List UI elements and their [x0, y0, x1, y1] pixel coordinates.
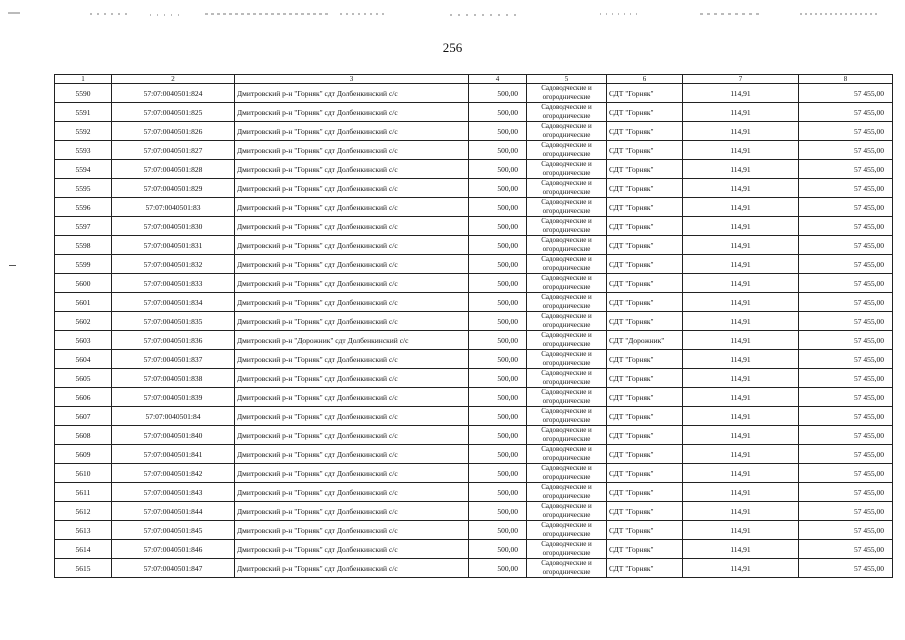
row-number: 5611	[55, 483, 112, 502]
area: 500,00	[469, 521, 527, 540]
cadastral-number: 57:07:0040501:833	[112, 274, 235, 293]
address: Дмитровский р-н "Горняк" сдт Долбенкинский с/с	[235, 426, 469, 445]
owner: СДТ "Горняк"	[607, 141, 683, 160]
owner: СДТ "Горняк"	[607, 84, 683, 103]
row-number: 5607	[55, 407, 112, 426]
cadastral-value: 57 455,00	[799, 160, 893, 179]
land-category	[527, 293, 607, 312]
table-row	[55, 274, 893, 293]
owner: СДТ "Горняк"	[607, 160, 683, 179]
address: Дмитровский р-н "Горняк" сдт Долбенкинский с/с	[235, 236, 469, 255]
cadastral-rate: 114,91	[683, 388, 799, 407]
cadastral-number: 57:07:0040501:847	[112, 559, 235, 578]
land-category-line: Садоводческие и	[541, 445, 592, 453]
cadastral-value: 57 455,00	[799, 407, 893, 426]
land-category	[527, 445, 607, 464]
address: Дмитровский р-н "Горняк" сдт Долбенкинский с/с	[235, 350, 469, 369]
land-category-line: Садоводческие и	[541, 84, 592, 92]
cadastral-number: 57:07:0040501:829	[112, 179, 235, 198]
table-row	[55, 426, 893, 445]
owner: СДТ "Горняк"	[607, 483, 683, 502]
cadastral-value: 57 455,00	[799, 312, 893, 331]
row-number: 5590	[55, 84, 112, 103]
land-category-line: Садоводческие и	[541, 331, 592, 339]
table-row	[55, 293, 893, 312]
land-category-line: Садоводческие и	[541, 274, 592, 282]
column-number: 7	[683, 75, 799, 84]
land-category	[527, 483, 607, 502]
address: Дмитровский р-н "Горняк" сдт Долбенкинский с/с	[235, 160, 469, 179]
page-number: 256	[442, 40, 463, 55]
cadastral-rate: 114,91	[683, 540, 799, 559]
land-category-line: огороднические	[542, 492, 591, 500]
row-number: 5591	[55, 103, 112, 122]
land-category-line: Садоводческие и	[541, 198, 592, 206]
area: 500,00	[469, 274, 527, 293]
land-category-line: Садоводческие и	[541, 312, 592, 320]
land-category	[527, 540, 607, 559]
cadastral-rate: 114,91	[683, 445, 799, 464]
cadastral-value: 57 455,00	[799, 179, 893, 198]
cadastral-number: 57:07:0040501:832	[112, 255, 235, 274]
land-category-line: Садоводческие и	[541, 350, 592, 358]
land-category-line: огороднические	[542, 188, 591, 196]
land-category	[527, 350, 607, 369]
cadastral-value: 57 455,00	[799, 255, 893, 274]
land-category-line: огороднические	[542, 454, 591, 462]
address: Дмитровский р-н "Горняк" сдт Долбенкинский с/с	[235, 502, 469, 521]
row-number: 5606	[55, 388, 112, 407]
land-category	[527, 464, 607, 483]
cadastral-value: 57 455,00	[799, 122, 893, 141]
row-number: 5614	[55, 540, 112, 559]
land-category-line: огороднические	[542, 169, 591, 177]
cadastral-value: 57 455,00	[799, 198, 893, 217]
land-category-line: Садоводческие и	[541, 559, 592, 567]
table-row	[55, 312, 893, 331]
row-number: 5593	[55, 141, 112, 160]
table-row	[55, 483, 893, 502]
land-category-line: Садоводческие и	[541, 407, 592, 415]
row-number: 5602	[55, 312, 112, 331]
owner: СДТ "Горняк"	[607, 350, 683, 369]
column-number: 1	[55, 75, 112, 84]
area: 500,00	[469, 198, 527, 217]
owner: СДТ "Горняк"	[607, 426, 683, 445]
owner: СДТ "Горняк"	[607, 255, 683, 274]
owner: СДТ "Горняк"	[607, 407, 683, 426]
cadastral-number: 57:07:0040501:837	[112, 350, 235, 369]
row-number: 5608	[55, 426, 112, 445]
row-number: 5603	[55, 331, 112, 350]
cadastral-rate: 114,91	[683, 255, 799, 274]
area: 500,00	[469, 445, 527, 464]
cadastral-value: 57 455,00	[799, 388, 893, 407]
land-category-line: огороднические	[542, 283, 591, 291]
row-number: 5612	[55, 502, 112, 521]
cadastral-rate: 114,91	[683, 103, 799, 122]
land-category	[527, 179, 607, 198]
cadastral-rate: 114,91	[683, 160, 799, 179]
land-category-line: огороднические	[542, 568, 591, 576]
table-row	[55, 388, 893, 407]
land-category	[527, 84, 607, 103]
owner: СДТ "Горняк"	[607, 464, 683, 483]
column-number: 5	[527, 75, 607, 84]
area: 500,00	[469, 540, 527, 559]
area: 500,00	[469, 122, 527, 141]
cadastral-value: 57 455,00	[799, 464, 893, 483]
land-category	[527, 426, 607, 445]
land-category-line: Садоводческие и	[541, 160, 592, 168]
table-row	[55, 559, 893, 578]
land-category	[527, 331, 607, 350]
cadastral-number: 57:07:0040501:83	[112, 198, 235, 217]
area: 500,00	[469, 426, 527, 445]
land-category-line: огороднические	[542, 93, 591, 101]
row-number: 5609	[55, 445, 112, 464]
cadastral-rate: 114,91	[683, 217, 799, 236]
table-row	[55, 141, 893, 160]
column-number-row	[55, 75, 893, 84]
land-category-line: огороднические	[542, 359, 591, 367]
table-row	[55, 502, 893, 521]
owner: СДТ "Горняк"	[607, 103, 683, 122]
cadastral-value: 57 455,00	[799, 521, 893, 540]
land-category	[527, 502, 607, 521]
cadastral-number: 57:07:0040501:840	[112, 426, 235, 445]
land-category-line: Садоводческие и	[541, 217, 592, 225]
address: Дмитровский р-н "Горняк" сдт Долбенкинский с/с	[235, 293, 469, 312]
column-number: 4	[469, 75, 527, 84]
owner: СДТ "Горняк"	[607, 293, 683, 312]
land-category-line: огороднические	[542, 150, 591, 158]
cadastral-number: 57:07:0040501:84	[112, 407, 235, 426]
land-category	[527, 388, 607, 407]
cadastral-rate: 114,91	[683, 198, 799, 217]
address: Дмитровский р-н "Дорожник" сдт Долбенкинский с/с	[235, 331, 469, 350]
land-category-line: огороднические	[542, 245, 591, 253]
area: 500,00	[469, 388, 527, 407]
land-category-line: огороднические	[542, 530, 591, 538]
owner: СДТ "Горняк"	[607, 369, 683, 388]
land-category	[527, 160, 607, 179]
cadastral-number: 57:07:0040501:827	[112, 141, 235, 160]
area: 500,00	[469, 331, 527, 350]
owner: СДТ "Горняк"	[607, 502, 683, 521]
row-number: 5597	[55, 217, 112, 236]
row-number: 5610	[55, 464, 112, 483]
table-row	[55, 350, 893, 369]
area: 500,00	[469, 141, 527, 160]
land-category-line: Садоводческие и	[541, 521, 592, 529]
area: 500,00	[469, 103, 527, 122]
row-number: 5594	[55, 160, 112, 179]
cadastral-rate: 114,91	[683, 84, 799, 103]
address: Дмитровский р-н "Горняк" сдт Долбенкинский с/с	[235, 483, 469, 502]
table-row	[55, 179, 893, 198]
cadastral-number: 57:07:0040501:830	[112, 217, 235, 236]
land-category-line: огороднические	[542, 264, 591, 272]
cadastral-rate: 114,91	[683, 369, 799, 388]
area: 500,00	[469, 84, 527, 103]
row-number: 5595	[55, 179, 112, 198]
row-number: 5600	[55, 274, 112, 293]
land-category-line: Садоводческие и	[541, 103, 592, 111]
area: 500,00	[469, 407, 527, 426]
row-number: 5592	[55, 122, 112, 141]
cadastral-rate: 114,91	[683, 407, 799, 426]
cadastral-value: 57 455,00	[799, 559, 893, 578]
cadastral-value: 57 455,00	[799, 103, 893, 122]
cadastral-rate: 114,91	[683, 559, 799, 578]
row-number: 5615	[55, 559, 112, 578]
land-category	[527, 236, 607, 255]
column-number: 6	[607, 75, 683, 84]
address: Дмитровский р-н "Горняк" сдт Долбенкинский с/с	[235, 388, 469, 407]
cadastral-number: 57:07:0040501:845	[112, 521, 235, 540]
area: 500,00	[469, 217, 527, 236]
land-category	[527, 217, 607, 236]
land-category-line: Садоводческие и	[541, 388, 592, 396]
cadastral-number: 57:07:0040501:835	[112, 312, 235, 331]
table-row	[55, 369, 893, 388]
land-category-line: Садоводческие и	[541, 426, 592, 434]
cadastral-number: 57:07:0040501:824	[112, 84, 235, 103]
cadastral-value: 57 455,00	[799, 274, 893, 293]
cadastral-number: 57:07:0040501:842	[112, 464, 235, 483]
cadastral-value: 57 455,00	[799, 331, 893, 350]
owner: СДТ "Горняк"	[607, 274, 683, 293]
area: 500,00	[469, 236, 527, 255]
owner: СДТ "Горняк"	[607, 521, 683, 540]
land-category-line: огороднические	[542, 549, 591, 557]
cadastral-number: 57:07:0040501:834	[112, 293, 235, 312]
cadastral-value: 57 455,00	[799, 502, 893, 521]
cadastral-number: 57:07:0040501:838	[112, 369, 235, 388]
table-row	[55, 331, 893, 350]
owner: СДТ "Горняк"	[607, 179, 683, 198]
area: 500,00	[469, 464, 527, 483]
address: Дмитровский р-н "Горняк" сдт Долбенкинский с/с	[235, 103, 469, 122]
cadastral-rate: 114,91	[683, 236, 799, 255]
area: 500,00	[469, 160, 527, 179]
column-number: 3	[235, 75, 469, 84]
owner: СДТ "Горняк"	[607, 312, 683, 331]
land-category-line: огороднические	[542, 321, 591, 329]
address: Дмитровский р-н "Горняк" сдт Долбенкинский с/с	[235, 198, 469, 217]
address: Дмитровский р-н "Горняк" сдт Долбенкинский с/с	[235, 255, 469, 274]
land-plots-table	[54, 74, 893, 578]
row-number: 5601	[55, 293, 112, 312]
table-row	[55, 464, 893, 483]
land-category	[527, 521, 607, 540]
cadastral-number: 57:07:0040501:846	[112, 540, 235, 559]
area: 500,00	[469, 369, 527, 388]
land-category-line: огороднические	[542, 207, 591, 215]
land-category-line: Садоводческие и	[541, 464, 592, 472]
cadastral-rate: 114,91	[683, 426, 799, 445]
owner: СДТ "Горняк"	[607, 445, 683, 464]
area: 500,00	[469, 559, 527, 578]
land-category-line: Садоводческие и	[541, 141, 592, 149]
land-category-line: Садоводческие и	[541, 540, 592, 548]
land-category-line: Садоводческие и	[541, 483, 592, 491]
land-category-line: огороднические	[542, 302, 591, 310]
land-category	[527, 274, 607, 293]
cadastral-rate: 114,91	[683, 312, 799, 331]
land-category-line: огороднические	[542, 340, 591, 348]
address: Дмитровский р-н "Горняк" сдт Долбенкинский с/с	[235, 274, 469, 293]
table-row	[55, 255, 893, 274]
cadastral-value: 57 455,00	[799, 445, 893, 464]
cadastral-value: 57 455,00	[799, 483, 893, 502]
table-row	[55, 407, 893, 426]
address: Дмитровский р-н "Горняк" сдт Долбенкинский с/с	[235, 464, 469, 483]
address: Дмитровский р-н "Горняк" сдт Долбенкинский с/с	[235, 521, 469, 540]
land-category-line: огороднические	[542, 112, 591, 120]
area: 500,00	[469, 350, 527, 369]
cadastral-number: 57:07:0040501:831	[112, 236, 235, 255]
area: 500,00	[469, 312, 527, 331]
area: 500,00	[469, 483, 527, 502]
land-category	[527, 141, 607, 160]
land-category-line: огороднические	[542, 473, 591, 481]
land-category-line: Садоводческие и	[541, 122, 592, 130]
cadastral-value: 57 455,00	[799, 350, 893, 369]
area: 500,00	[469, 293, 527, 312]
cadastral-rate: 114,91	[683, 521, 799, 540]
row-number: 5599	[55, 255, 112, 274]
area: 500,00	[469, 502, 527, 521]
land-category	[527, 312, 607, 331]
address: Дмитровский р-н "Горняк" сдт Долбенкинский с/с	[235, 217, 469, 236]
cadastral-value: 57 455,00	[799, 141, 893, 160]
land-category-line: Садоводческие и	[541, 179, 592, 187]
scan-noise	[0, 8, 905, 20]
address: Дмитровский р-н "Горняк" сдт Долбенкинский с/с	[235, 312, 469, 331]
address: Дмитровский р-н "Горняк" сдт Долбенкинский с/с	[235, 559, 469, 578]
cadastral-value: 57 455,00	[799, 84, 893, 103]
cadastral-value: 57 455,00	[799, 293, 893, 312]
cadastral-number: 57:07:0040501:839	[112, 388, 235, 407]
land-category	[527, 122, 607, 141]
cadastral-number: 57:07:0040501:841	[112, 445, 235, 464]
row-number: 5596	[55, 198, 112, 217]
table-row	[55, 445, 893, 464]
row-number: 5613	[55, 521, 112, 540]
land-category-line: огороднические	[542, 378, 591, 386]
cadastral-number: 57:07:0040501:843	[112, 483, 235, 502]
cadastral-rate: 114,91	[683, 502, 799, 521]
address: Дмитровский р-н "Горняк" сдт Долбенкинский с/с	[235, 407, 469, 426]
owner: СДТ "Горняк"	[607, 122, 683, 141]
cadastral-number: 57:07:0040501:844	[112, 502, 235, 521]
land-category-line: огороднические	[542, 435, 591, 443]
cadastral-number: 57:07:0040501:826	[112, 122, 235, 141]
cadastral-rate: 114,91	[683, 179, 799, 198]
cadastral-rate: 114,91	[683, 122, 799, 141]
land-category-line: Садоводческие и	[541, 255, 592, 263]
table-row	[55, 84, 893, 103]
cadastral-rate: 114,91	[683, 483, 799, 502]
cadastral-value: 57 455,00	[799, 426, 893, 445]
cadastral-number: 57:07:0040501:836	[112, 331, 235, 350]
cadastral-rate: 114,91	[683, 331, 799, 350]
cadastral-rate: 114,91	[683, 464, 799, 483]
row-number: 5605	[55, 369, 112, 388]
address: Дмитровский р-н "Горняк" сдт Долбенкинский с/с	[235, 122, 469, 141]
owner: СДТ "Горняк"	[607, 217, 683, 236]
cadastral-rate: 114,91	[683, 141, 799, 160]
table-row	[55, 122, 893, 141]
cadastral-number: 57:07:0040501:825	[112, 103, 235, 122]
land-category-line: огороднические	[542, 131, 591, 139]
owner: СДТ "Горняк"	[607, 559, 683, 578]
owner: СДТ "Горняк"	[607, 540, 683, 559]
owner: СДТ "Горняк"	[607, 198, 683, 217]
land-category	[527, 255, 607, 274]
table-row	[55, 236, 893, 255]
column-number: 2	[112, 75, 235, 84]
land-category-line: огороднические	[542, 416, 591, 424]
land-category	[527, 103, 607, 122]
land-category	[527, 198, 607, 217]
margin-mark	[9, 265, 16, 266]
cadastral-value: 57 455,00	[799, 217, 893, 236]
area: 500,00	[469, 255, 527, 274]
land-category-line: Садоводческие и	[541, 369, 592, 377]
land-category	[527, 369, 607, 388]
owner: СДТ "Горняк"	[607, 388, 683, 407]
land-category	[527, 407, 607, 426]
row-number: 5598	[55, 236, 112, 255]
address: Дмитровский р-н "Горняк" сдт Долбенкинский с/с	[235, 141, 469, 160]
owner: СДТ "Горняк"	[607, 236, 683, 255]
cadastral-value: 57 455,00	[799, 236, 893, 255]
address: Дмитровский р-н "Горняк" сдт Долбенкинский с/с	[235, 540, 469, 559]
owner: СДТ "Дорожник"	[607, 331, 683, 350]
cadastral-value: 57 455,00	[799, 540, 893, 559]
cadastral-rate: 114,91	[683, 274, 799, 293]
land-category-line: огороднические	[542, 511, 591, 519]
cadastral-number: 57:07:0040501:828	[112, 160, 235, 179]
address: Дмитровский р-н "Горняк" сдт Долбенкинский с/с	[235, 369, 469, 388]
cadastral-rate: 114,91	[683, 350, 799, 369]
table-row	[55, 521, 893, 540]
table-row	[55, 103, 893, 122]
table-row	[55, 198, 893, 217]
cadastral-value: 57 455,00	[799, 369, 893, 388]
table-row	[55, 217, 893, 236]
address: Дмитровский р-н "Горняк" сдт Долбенкинский с/с	[235, 84, 469, 103]
table-row	[55, 160, 893, 179]
land-category-line: Садоводческие и	[541, 293, 592, 301]
land-category-line: огороднические	[542, 397, 591, 405]
land-category-line: огороднические	[542, 226, 591, 234]
area: 500,00	[469, 179, 527, 198]
row-number: 5604	[55, 350, 112, 369]
column-number: 8	[799, 75, 893, 84]
land-category-line: Садоводческие и	[541, 502, 592, 510]
address: Дмитровский р-н "Горняк" сдт Долбенкинский с/с	[235, 445, 469, 464]
cadastral-rate: 114,91	[683, 293, 799, 312]
table-row	[55, 540, 893, 559]
address: Дмитровский р-н "Горняк" сдт Долбенкинский с/с	[235, 179, 469, 198]
land-category	[527, 559, 607, 578]
land-category-line: Садоводческие и	[541, 236, 592, 244]
